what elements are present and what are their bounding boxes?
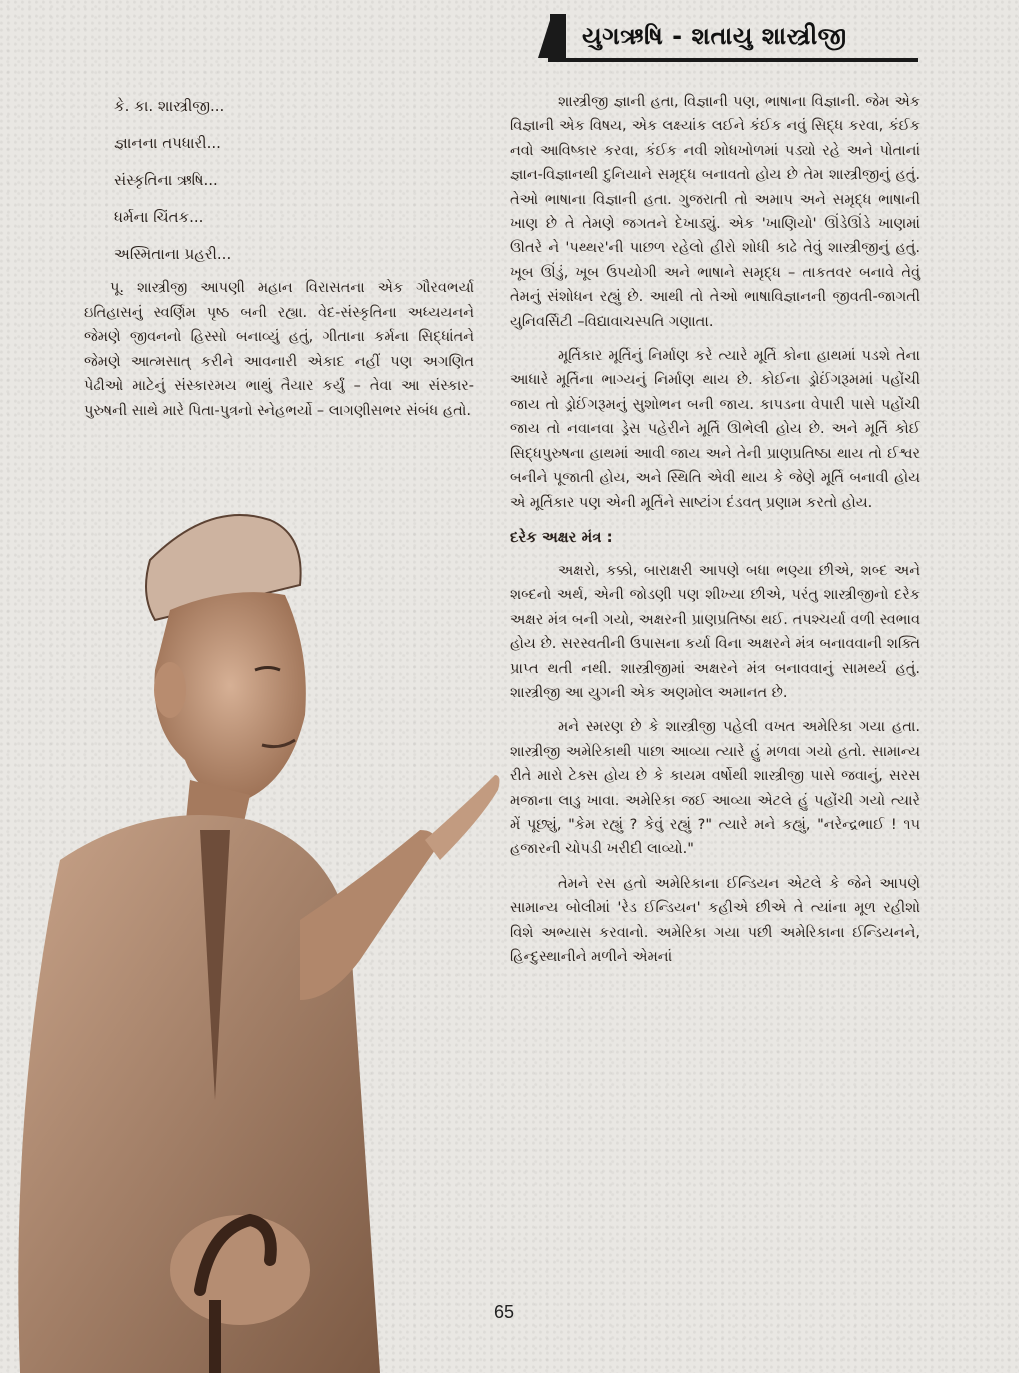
article-paragraph: મને સ્મરણ છે કે શાસ્ત્રીજી પહેલી વખત અમેરિકા ગયા હતા. શાસ્ત્રીજી અમેરિકાથી પાછા આવ્યા ત્યારે હું મળવા ગયો હતો. સામાન્ય રીતે મારો ટેક્સ હોય છે કે કાયમ વર્ષોથી શાસ્ત્રીજી પાસે જવાનું, સરસ મજાના લાડુ ખાવા. અમેરિકા જઈ આવ્યા એટલે હું પહોંચી ગયો ત્યારે મેં પૂછ્યું, "કેમ રહ્યું ? કેવું રહ્યું ?" ત્યારે મને કહ્યું, "નરેન્દ્રભાઈ ! ૧૫ હજારની ચોપડી ખરીદી લાવ્યો." xyxy=(510,719,920,858)
section-header xyxy=(538,14,918,58)
article-paragraph: શાસ્ત્રીજી જ્ઞાની હતા, વિજ્ઞાની પણ, ભાષાના વિજ્ઞાની. જેમ એક વિજ્ઞાની એક વિષય, એક લક્ષ્યાંક લઈને કંઈક નવું સિદ્ધ કરવા, કંઈક નવો આવિષ્કાર કરવા, કંઈક નવી શોધખોળમાં પડ્યો રહે અને પોતાનાં જ્ઞાન-વિજ્ઞાનથી દુનિયાને સમૃદ્ધ બનાવતો હોય છે તેમ શાસ્ત્રીજીનું હતું. તેઓ ભાષાના વિજ્ઞાની હતા. ગુજરાતી તો અમાપ અને સમૃદ્ધ ભાષાની ખાણ છે તે તેમણે જગતને દેખાડ્યું. એક 'ખાણિયો' ઊંડેઊંડે ખાણમાં ઊતરે ને 'પથ્થર'ની પાછળ રહેલો હીરો શોધી કાઢે તેવું શાસ્ત્રીજીનું હતું. ખૂબ ઊંડું, ખૂબ ઉપયોગી અને ભાષાને સમૃદ્ધ – તાકતવર બનાવે તેવું તેમનું સંશોધન રહ્યું છે. આથી તો તેઓ ભાષાવિજ્ઞાનની જીવતી-જાગતી યુનિવર્સિટી –વિદ્યાવાચસ્પતિ ગણાતા. xyxy=(510,94,920,330)
intro-line: ધર્મના ચિંતક... xyxy=(114,208,204,226)
intro-line: જ્ઞાનના તપધારી... xyxy=(114,134,221,152)
intro-line: અસ્મિતાના પ્રહરી... xyxy=(114,245,232,263)
header-slash-mark xyxy=(538,14,552,58)
subheading: દરેક અક્ષર મંત્ર : xyxy=(510,527,613,546)
main-article-column xyxy=(510,90,920,979)
intro-line: કે. કા. શાસ્ત્રીજી... xyxy=(114,97,225,115)
portrait-photo xyxy=(0,500,520,1373)
article-paragraph: મૂર્તિકાર મૂર્તિનું નિર્માણ કરે ત્યારે મૂર્તિ કોના હાથમાં પડશે તેના આધારે મૂર્તિના ભાગ્યનું નિર્માણ થાય છે. કોઈના ડ્રોઈંગરૂમમાં પહોંચી જાય તો ડ્રોઈંગરૂમનું સુશોભન બની જાય. કાપડના વેપારી પાસે પહોંચી જાય તો નવાનવા ડ્રેસ પહેરીને મૂર્તિ ઊભેલી હોય છે. અને મૂર્તિ કોઈ સિદ્ધપુરુષના હાથમાં આવી જાય અને તેની પ્રાણપ્રતિષ્ઠા થાય તો ઈશ્વર બનીને પૂજાતી હોય, અને સ્થિતિ એવી થાય કે જેણે મૂર્તિ બનાવી હોય એ મૂર્તિકાર પણ એની મૂર્તિને સાષ્ટાંગ દંડવત્ પ્રણામ કરતો હોય. xyxy=(510,348,920,511)
page-number: 65 xyxy=(494,1302,515,1322)
intro-list xyxy=(114,88,474,273)
header-rule xyxy=(548,58,918,62)
article-paragraph: અક્ષરો, કક્કો, બારાક્ષરી આપણે બધા ભણ્યા છીએ, શબ્દ અને શબ્દનો અર્થ, એની જોડણી પણ શીખ્યા છીએ, પરંતુ શાસ્ત્રીજીનો દરેક અક્ષર મંત્ર બની ગયો, અક્ષરની પ્રાણપ્રતિષ્ઠા થઈ. તપશ્ચર્યા વળી સ્વભાવ હોય છે. સરસ્વતીની ઉપાસના કર્યા વિના અક્ષરને મંત્ર બનાવવાની શક્તિ પ્રાપ્ત થતી નથી. શાસ્ત્રીજીમાં અક્ષરને મંત્ર બનાવવાનું સામર્થ્ય હતું. શાસ્ત્રીજી આ યુગની એક અણમોલ અમાનત છે. xyxy=(510,562,920,701)
article-paragraph: તેમને રસ હતો અમેરિકાના ઈન્ડિયન એટલે કે જેને આપણે સામાન્ય બોલીમાં 'રેડ ઈન્ડિયન' કહીએ છીએ તે ત્યાંના મૂળ રહીશો વિશે અભ્યાસ કરવાનો. અમેરિકા ગયા પછી અમેરિકાના ઈન્ડિયનને, હિન્દુસ્થાનીને મળીને એમનાં xyxy=(510,875,920,965)
intro-paragraph: પૂ. શાસ્ત્રીજી આપણી મહાન વિરાસતના એક ગૌરવભર્યા ઇતિહાસનું સ્વર્ણિમ પૃષ્ઠ બની રહ્યા. વેદ-સંસ્કૃતિના અધ્યયનને જેમણે જીવનનો હિસ્સો બનાવ્યું હતું, ગીતાના કર્મના સિદ્ધાંતને જેમણે આત્મસાત્ કરીને આવનારી એકાદ નહીં પણ અગણિત પેઢીઓ માટેનું સંસ્કારમય ભાથું તૈયાર કર્યું – તેવા આ સંસ્કાર-પુરુષની સાથે મારે પિતા-પુત્રનો સ્નેહભર્યો – લાગણીસભર સંબંધ હતો. xyxy=(84,280,474,419)
intro-line: સંસ્કૃતિના ઋષિ... xyxy=(114,171,218,189)
section-title: યુગઋષિ - શતાયુ શાસ્ત્રીજી xyxy=(582,22,847,50)
